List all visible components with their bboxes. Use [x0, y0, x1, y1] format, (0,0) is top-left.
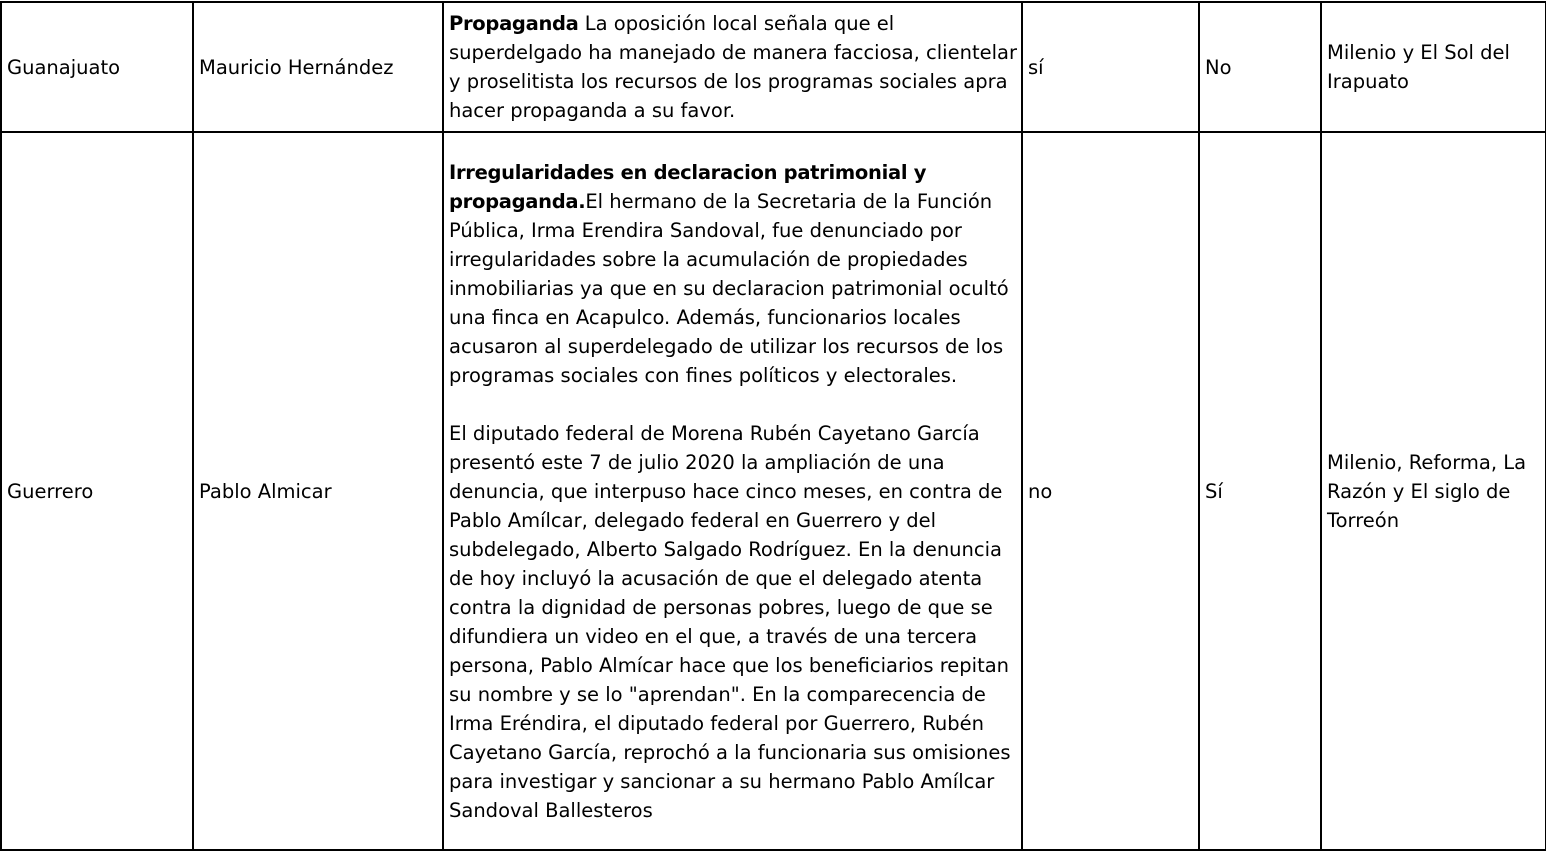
- sources-cell[interactable]: [1321, 132, 1546, 850]
- table-row: [1, 2, 1546, 132]
- delegate-cell[interactable]: [193, 2, 443, 132]
- paragraph-gap: [449, 390, 1017, 419]
- column-5-cell[interactable]: [1199, 2, 1321, 132]
- state-cell[interactable]: [1, 132, 193, 850]
- column-4-cell[interactable]: [1022, 132, 1199, 850]
- description-cell[interactable]: [443, 132, 1022, 850]
- state-text: Guerrero: [7, 479, 94, 503]
- data-table: [0, 1, 1546, 851]
- delegate-text: Mauricio Hernández: [199, 55, 394, 79]
- column-4-text: sí: [1028, 55, 1044, 79]
- table-row: [1, 132, 1546, 850]
- column-5-text: No: [1205, 55, 1232, 79]
- sources-text: Milenio y El Sol del Irapuato: [1327, 41, 1510, 93]
- description-title: Propaganda: [449, 12, 579, 35]
- column-4-text: no: [1028, 479, 1053, 503]
- state-cell[interactable]: [1, 2, 193, 132]
- description-body: La oposición local señala que el superdelgado ha manejado de manera facciosa, clientelar y proselitista los recursos de los programas sociales apra hacer propaganda a su favor.: [449, 12, 1017, 122]
- delegate-cell[interactable]: [193, 132, 443, 850]
- description-body-2: El diputado federal de Morena Rubén Cayetano García presentó este 7 de julio 2020 la ampliación de una denuncia, que interpuso hace cinco meses, en contra de Pablo Amílcar, delegado federal en Guerrero y del subdelegado, Alberto Salgado Rodríguez. En la denuncia de hoy incluyó la acusación de que el delegado atenta contra la dignidad de personas pobres, luego de que se difundiera un video en el que, a través de una tercera persona, Pablo Almícar hace que los beneficiarios repitan su nombre y se lo "aprendan". En la comparecencia de Irma Eréndira, el diputado federal por Guerrero, Rubén Cayetano García, reprochó a la funcionaria sus omisiones para investigar y sancionar a su hermano Pablo Amílcar Sandoval Ballesteros: [449, 421, 1011, 822]
- description-cell[interactable]: [443, 2, 1022, 132]
- sources-text: Milenio, Reforma, La Razón y El siglo de Torreón: [1327, 450, 1527, 532]
- delegate-text: Pablo Almicar: [199, 479, 332, 503]
- column-4-cell[interactable]: [1022, 2, 1199, 132]
- state-text: Guanajuato: [7, 55, 121, 79]
- column-5-text: Sí: [1205, 479, 1223, 503]
- column-5-cell[interactable]: [1199, 132, 1321, 850]
- description-title: Irregularidades en declaracion patrimonial y propaganda.: [449, 160, 927, 213]
- sources-cell[interactable]: [1321, 2, 1546, 132]
- description-body: El hermano de la Secretaria de la Función Pública, Irma Erendira Sandoval, fue denunciado por irregularidades sobre la acumulación de propiedades inmobiliarias ya que en su declaracion patrimonial ocultó una finca en Acapulco. Además, funcionarios locales acusaron al superdelegado de utilizar los recursos de los programas sociales con fines políticos y electorales.: [449, 189, 1009, 387]
